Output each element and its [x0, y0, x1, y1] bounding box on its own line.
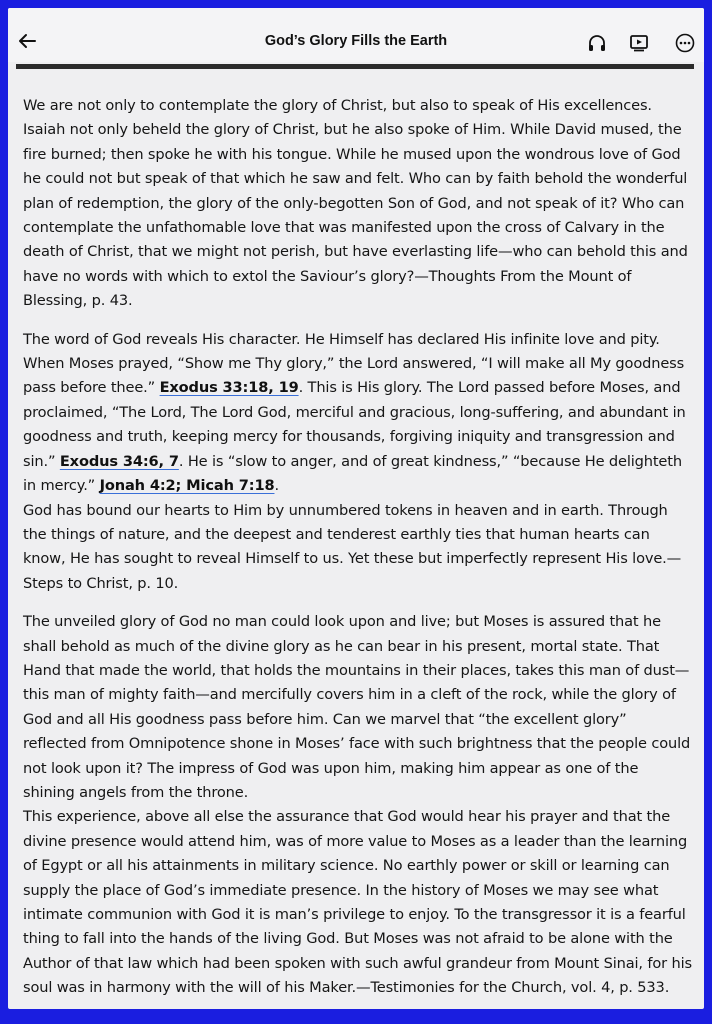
paragraph-text: .	[274, 477, 279, 495]
top-bar	[8, 8, 704, 62]
reading-content	[23, 94, 693, 1001]
paragraph: We are not only to contemplate the glory of Christ, but also to speak of His excellences. Isaiah not only beheld the glory of Christ, but he also spoke of Him. While David mused, the fire burned; then spoke he with his tongue. While he mused upon the wondrous love of God he could not but speak of that which he saw and felt. Who can by faith behold the wonderful plan of redemption, the glory of the only-begotten Son of God, and not speak of it? Who can contemplate the unfathomable love that was manifested upon the cross of Calvary in the death of Christ, that we might not perish, but have everlasting life—who can behold this and have no words with which to extol the Saviour’s glory?—Thoughts From the Mount of Blessing, p. 43.	[23, 97, 688, 310]
paragraph-text: . He is “slow to anger, and of great kindness,” “because He delighteth in mercy.”	[23, 452, 682, 495]
header-divider	[16, 64, 694, 69]
more-options-icon[interactable]	[674, 32, 696, 54]
paragraph-text: . This is His glory. The Lord passed before Moses, and proclaimed, “The Lord, The Lord God, merciful and gracious, long-suffering, and abundant in goodness and truth, keeping mercy for thousands, forgiving iniquity and transgression and sin.”	[23, 379, 686, 470]
scripture-link[interactable]: Exodus 34:6, 7	[59, 452, 179, 470]
paragraph: This experience, above all else the assurance that God would hear his prayer and that the divine presence would attend him, was of more value to Moses as a leader than the learning of Egypt or all his attainments in military science. No earthly power or skill or learning can supply the place of God’s immediate presence. In the history of Moses we may see what intimate communion with God it is man’s privilege to enjoy. To the transgressor it is a fearful thing to fall into the hands of the living God. But Moses was not afraid to be alone with the Author of that law which had been spoken with such awful grandeur from Mount Sinai, for his soul was in harmony with the will of his Maker.—Testimonies for the Church, vol. 4, p. 533.	[23, 808, 692, 997]
app-window	[8, 8, 704, 1009]
paragraph	[23, 328, 693, 499]
scripture-link[interactable]: Exodus 33:18, 19	[159, 379, 299, 397]
paragraph: The unveiled glory of God no man could look upon and live; but Moses is assured that he shall behold as much of the divine glory as he can bear in his present, mortal state. That Hand that made the world, that holds the mountains in their places, takes this man of dust—this man of mighty faith—and mercifully covers him in a cleft of the rock, while the glory of God and all His goodness pass before him. Can we marvel that “the excellent glory” reflected from Omnipotence shone in Moses’ face with such brightness that the people could not look upon it? The impress of God was upon him, making him appear as one of the shining angels from the throne.	[23, 613, 691, 801]
play-video-icon[interactable]	[628, 32, 650, 54]
paragraph-text: The word of God reveals His character. He Himself has declared His infinite love and pity. When Moses prayed, “Show me Thy glory,” the Lord answered, “I will make all My goodness pass before thee.”	[23, 330, 685, 397]
page-title: God’s Glory Fills the Earth	[264, 33, 448, 49]
paragraph: God has bound our hearts to Him by unnumbered tokens in heaven and in earth. Through the things of nature, and the deepest and tenderest earthly ties that human hearts can know, He has sought to reveal Himself to us. Yet these but imperfectly represent His love.—Steps to Christ, p. 10.	[23, 501, 682, 592]
headphones-icon[interactable]	[586, 32, 608, 54]
scripture-link[interactable]: Jonah 4:2; Micah 7:18	[99, 477, 275, 495]
